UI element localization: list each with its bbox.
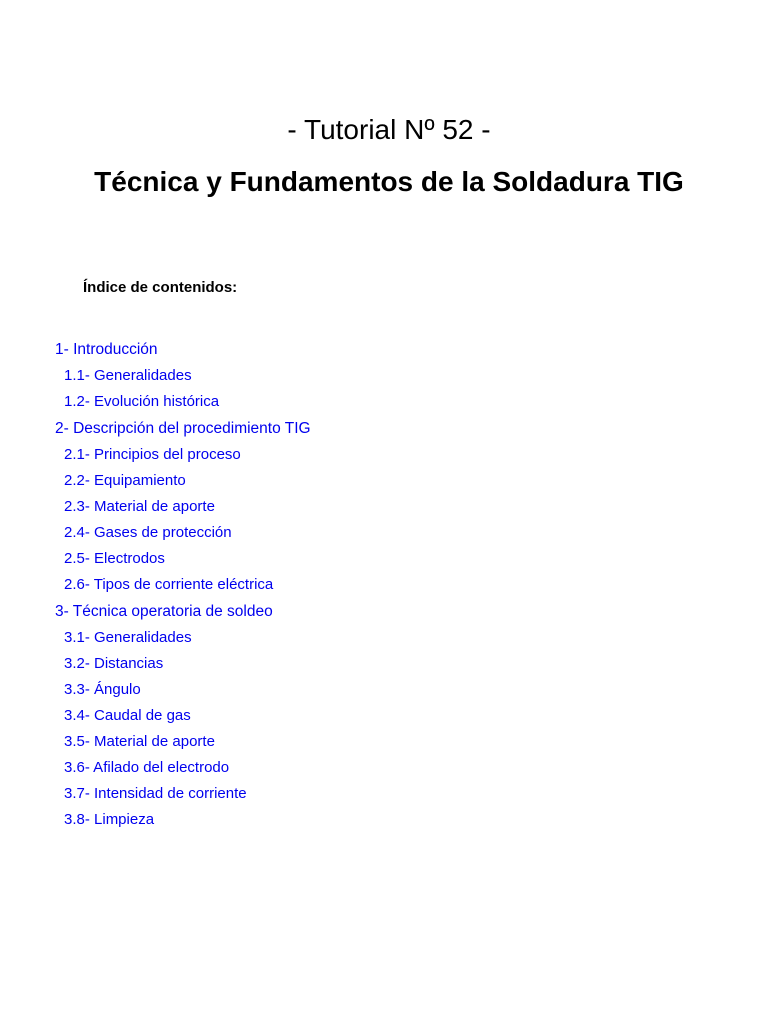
toc-link-subsection[interactable]: 1.1- Generalidades (64, 367, 192, 384)
toc-link-section[interactable]: 1- Introducción (55, 341, 158, 358)
toc-link-subsection[interactable]: 3.3- Ángulo (64, 681, 141, 698)
toc-section-2 (0, 419, 768, 594)
toc-link-subsection[interactable]: 3.1- Generalidades (64, 629, 192, 646)
table-of-contents (0, 340, 768, 837)
toc-link-subsection[interactable]: 3.2- Distancias (64, 655, 164, 672)
toc-link-section[interactable]: 3- Técnica operatoria de soldeo (55, 603, 273, 620)
toc-link-subsection[interactable]: 2.6- Tipos de corriente eléctrica (64, 576, 274, 593)
toc-link-subsection[interactable]: 3.8- Limpieza (64, 811, 155, 828)
toc-link-subsection[interactable]: 2.3- Material de aporte (64, 498, 215, 515)
toc-section-3 (0, 602, 768, 829)
toc-link-subsection[interactable]: 2.1- Principios del proceso (64, 446, 241, 463)
toc-heading: Índice de contenidos: (83, 279, 238, 296)
toc-link-subsection[interactable]: 3.6- Afilado del electrodo (64, 759, 230, 776)
document-subtitle: - Tutorial Nº 52 - (287, 114, 491, 145)
toc-link-subsection[interactable]: 1.2- Evolución histórica (64, 393, 220, 410)
document-title: Técnica y Fundamentos de la Soldadura TIG (94, 166, 684, 197)
toc-section-1 (0, 340, 768, 411)
toc-link-subsection[interactable]: 3.5- Material de aporte (64, 733, 215, 750)
toc-link-subsection[interactable]: 2.4- Gases de protección (64, 524, 232, 541)
toc-link-subsection[interactable]: 2.2- Equipamiento (64, 472, 186, 489)
toc-link-subsection[interactable]: 3.4- Caudal de gas (64, 707, 191, 724)
toc-link-subsection[interactable]: 3.7- Intensidad de corriente (64, 785, 247, 802)
toc-link-section[interactable]: 2- Descripción del procedimiento TIG (55, 420, 311, 437)
toc-link-subsection[interactable]: 2.5- Electrodos (64, 550, 165, 567)
